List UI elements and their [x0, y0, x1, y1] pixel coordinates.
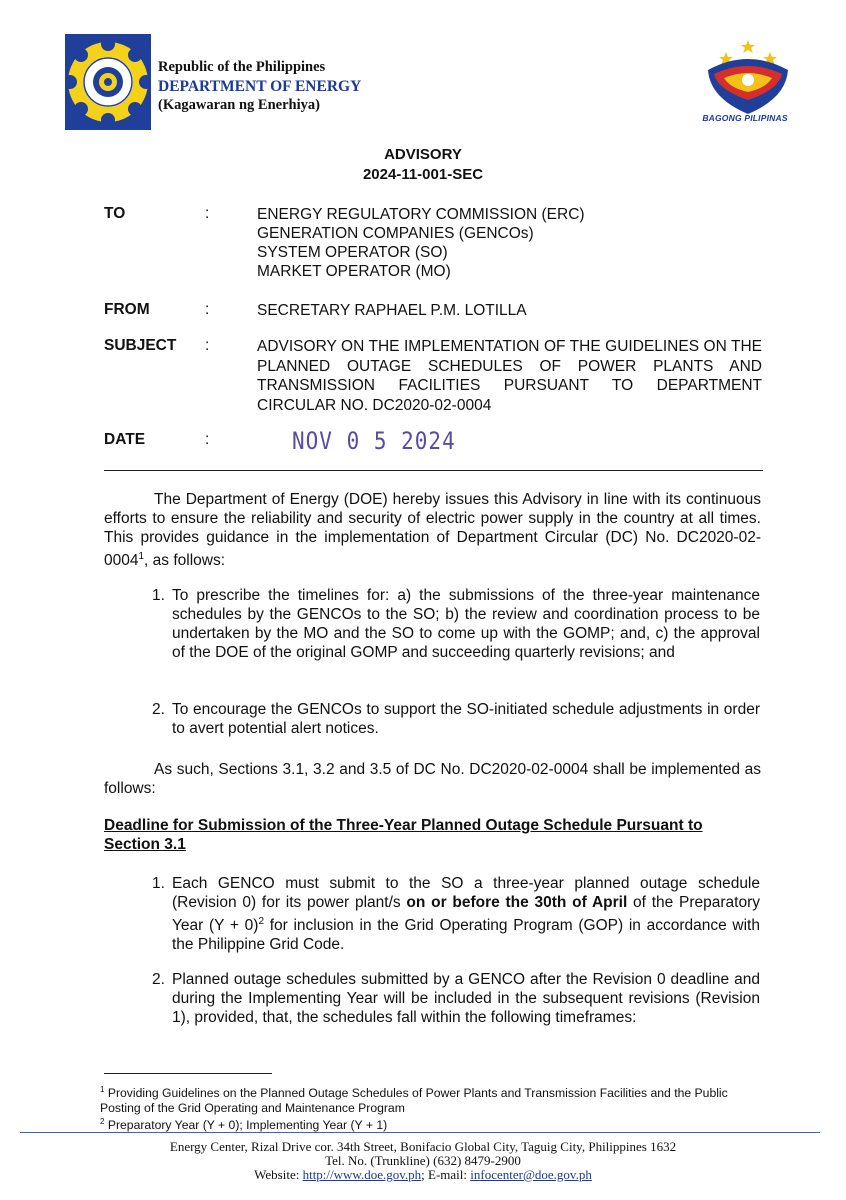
recipient-line: MARKET OPERATOR (MO) [257, 263, 451, 280]
deadline-emphasis: on or before the 30th of April [406, 894, 628, 911]
footnote-2 [100, 1114, 765, 1133]
footnote-mark: 2 [100, 1117, 105, 1126]
recipient-line: SYSTEM OPERATOR (SO) [257, 244, 448, 261]
date-label: DATE [104, 431, 146, 448]
recipient-line: GENERATION COMPANIES (GENCOs) [257, 225, 534, 242]
item-text: for inclusion in the Grid Operating Program (GOP) in accordance with the Philippine Grid Code. [172, 917, 760, 954]
department-name: DEPARTMENT OF ENERGY [158, 78, 362, 95]
footnote-text: Preparatory Year (Y + 0); Implementing Year (Y + 1) [107, 1118, 388, 1133]
to-recipients [257, 205, 585, 281]
list-number: 2. [152, 701, 165, 718]
advisory-number: 2024-11-001-SEC [362, 166, 484, 183]
as-such-paragraph [104, 760, 761, 798]
footnote-1 [100, 1082, 765, 1116]
advisory-title: ADVISORY [384, 146, 462, 163]
subject-label: SUBJECT [104, 337, 177, 354]
list-text: To prescribe the timelines for: a) the submissions of the three-year maintenance schedules by the GENCOs to the SO; b) the review and coordination process to be undertaken by the MO and the SO to come up with the GOMP; and, c) the approval of the DOE of the original GOMP and succeeding quarterly revisions; and [172, 587, 760, 661]
recipient-line: ENERGY REGULATORY COMMISSION (ERC) [257, 206, 585, 223]
list-item [152, 586, 762, 681]
bagong-pilipinas-text: BAGONG PILIPINAS [702, 113, 788, 123]
list-item [152, 700, 762, 740]
footer-address: Energy Center, Rizal Drive cor. 34th Street, Bonifacio Global City, Taguig City, Philippines 1632 [169, 1139, 677, 1154]
footnote-text: Providing Guidelines on the Planned Outage Schedules of Power Plants and Transmission Facilities and the Public Posting of the Grid Operating and Maintenance Program [100, 1086, 728, 1116]
intro-text-end: , as follows: [144, 552, 226, 570]
list-text [172, 874, 760, 954]
footnote-ref-1: 1 [138, 551, 145, 562]
list-item [152, 970, 762, 1050]
date-stamp: NOV 0 5 2024 [292, 427, 456, 455]
list-text: To encourage the GENCOs to support the SO-initiated schedule adjustments in order to avert potential alert notices. [172, 701, 760, 737]
to-label: TO [104, 205, 126, 222]
republic-line: Republic of the Philippines [158, 59, 326, 75]
header-divider [104, 470, 763, 471]
subject-value: ADVISORY ON THE IMPLEMENTATION OF THE GUIDELINES ON THE PLANNED OUTAGE SCHEDULES OF POWER PLANTS AND TRANSMISSION FACILITIES PURSUANT TO DEPARTMENT CIRCULAR NO. DC2020-02-0004 [257, 338, 762, 414]
website-link[interactable]: http://www.doe.gov.ph [302, 1167, 422, 1182]
item-text: of the Preparatory Year (Y + 0) [172, 894, 760, 935]
to-colon: : [205, 205, 210, 222]
list-number: 1. [152, 587, 165, 604]
section-heading: Deadline for Submission of the Three-Year Planned Outage Schedule Pursuant to Section 3.1 [104, 817, 703, 853]
from-value: SECRETARY RAPHAEL P.M. LOTILLA [257, 302, 527, 319]
from-label: FROM [104, 301, 150, 318]
footnote-divider [104, 1073, 272, 1074]
list-number: 2. [152, 971, 165, 988]
intro-paragraph [104, 490, 761, 570]
item-text: Each GENCO must submit to the SO a three-year planned outage schedule (Revision 0) for its power plant/s [172, 875, 760, 911]
footnote-ref-2: 2 [258, 916, 265, 927]
list-number: 1. [152, 875, 165, 892]
date-colon: : [205, 431, 210, 448]
footnote-mark: 1 [100, 1085, 105, 1094]
footer-divider [20, 1132, 820, 1133]
email-label: ; E-mail: [421, 1167, 471, 1182]
doe-seal-icon [65, 34, 151, 130]
website-label: Website: [254, 1167, 303, 1182]
list-text: Planned outage schedules submitted by a GENCO after the Revision 0 deadline and during the Implementing Year will be included in the subsequent revisions (Revision 1), provided, that, the schedules fall within the following timeframes: [172, 971, 760, 1026]
agency-block [158, 58, 361, 115]
footer-contact [0, 1168, 846, 1182]
as-such-text: As such, Sections 3.1, 3.2 and 3.5 of DC No. DC2020-02-0004 shall be implemented as follows: [104, 761, 761, 797]
intro-text: The Department of Energy (DOE) hereby issues this Advisory in line with its continuous efforts to ensure the reliability and security of electric power supply in the country at all times. This provides guidance in the implementation of Department Circular (DC) No. DC2020-02-0004 [104, 491, 761, 570]
agency-subtitle: (Kagawaran ng Enerhiya) [158, 97, 320, 113]
footer-phone: Tel. No. (Trunkline) (632) 8479-2900 [325, 1153, 521, 1168]
subject-colon: : [205, 337, 210, 354]
list-item [152, 874, 762, 952]
email-link[interactable]: infocenter@doe.gov.ph [470, 1167, 592, 1182]
from-colon: : [205, 301, 210, 318]
